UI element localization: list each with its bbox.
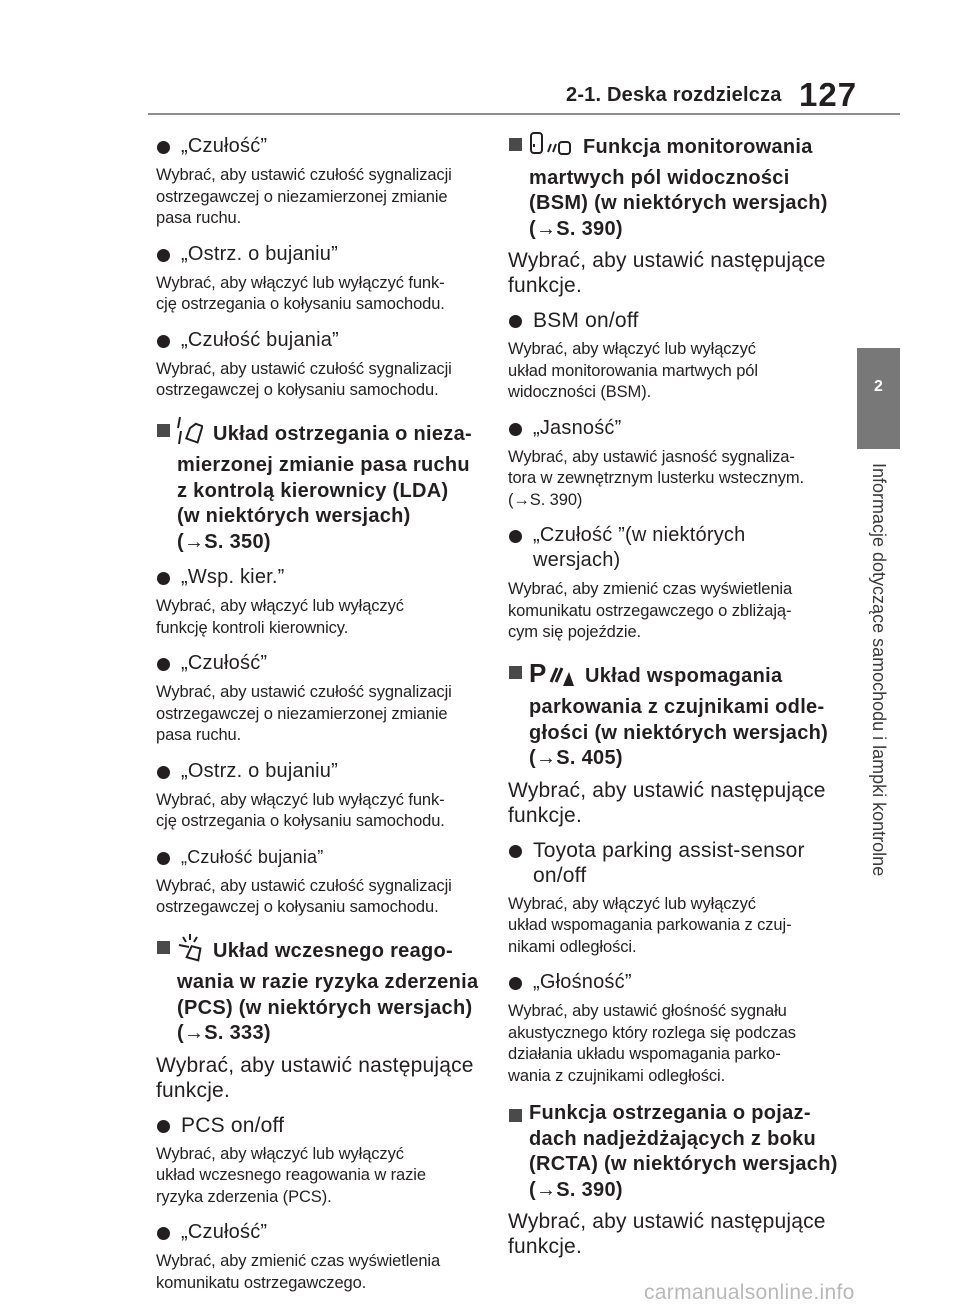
heading-line: z kontrolą kierownicy (LDA) (177, 479, 449, 502)
heading-line: Układ wczesnego reago- (213, 939, 453, 962)
desc-line: Wybrać, aby zmienić czas wyświetlenia (156, 1252, 441, 1270)
body-line: Wybrać, aby ustawić następujące (508, 249, 826, 272)
page-header (0, 0, 960, 120)
heading-line: (→S. 350) (177, 530, 271, 553)
option-item (508, 523, 838, 573)
desc-line: akustycznego który rozlega się podczas (508, 1023, 796, 1042)
option-item (508, 416, 838, 441)
heading-line: mierzonej zmianie pasa ruchu (177, 454, 470, 476)
bullet-dot (157, 1120, 170, 1133)
body-line: funkcje. (508, 803, 582, 827)
section-heading-parking (508, 658, 838, 772)
body-line: funkcje. (156, 1078, 230, 1102)
body-paragraph (508, 248, 838, 298)
section-title: 2-1. Deska rozdzielcza (566, 84, 782, 106)
heading-line: (RCTA) (w niektórych wersjach) (529, 1153, 838, 1175)
option-description (156, 596, 486, 639)
desc-line: (→S. 390) (508, 490, 583, 509)
heading-line: (→S. 333) (177, 1022, 271, 1044)
desc-line: cym się pojeździe. (508, 623, 642, 641)
desc-line: ostrzegawczej o kołysaniu samochodu. (156, 898, 439, 916)
desc-line: widoczności (BSM). (508, 383, 652, 401)
option-description (508, 447, 838, 512)
header-divider (148, 113, 900, 115)
option-item (156, 242, 486, 267)
heading-line: dach nadjeżdżających z boku (529, 1127, 817, 1150)
right-column (508, 118, 838, 1259)
desc-line: Wybrać, aby ustawić czułość sygnalizacji (156, 166, 452, 184)
desc-line: Wybrać, aby włączyć lub wyłączyć funk- (156, 790, 445, 809)
heading-line: parkowania z czujnikami odle- (529, 696, 825, 718)
heading-line: Funkcja monitorowania (583, 136, 813, 158)
body-paragraph (508, 778, 838, 828)
desc-line: tora w zewnętrznym lusterku wstecznym. (508, 469, 805, 487)
pre-collision-icon (177, 933, 203, 971)
chapter-label: Informacje dotyczące samochodu i lampki kontrolne (869, 463, 889, 877)
desc-line: komunikatu ostrzegawczego. (156, 1273, 367, 1292)
option-description (508, 1001, 838, 1087)
heading-square (509, 666, 522, 679)
option-item (156, 134, 486, 159)
desc-line: układ monitorowania martwych pól (508, 361, 758, 380)
bullet-dot (157, 572, 170, 585)
section-heading-bsm (508, 130, 838, 242)
desc-line: Wybrać, aby włączyć lub wyłączyć (156, 1144, 404, 1163)
body-paragraph (508, 1209, 838, 1259)
bullet-dot (157, 852, 170, 865)
option-label: „Ostrz. o bujaniu” (181, 759, 338, 782)
option-description (156, 682, 486, 747)
option-description (156, 1144, 486, 1209)
parking-sensor-icon (529, 658, 575, 696)
watermark: carmanualsonline.info (644, 1281, 855, 1304)
desc-line: Wybrać, aby ustawić czułość sygnalizacji (156, 876, 452, 895)
body-line: funkcje. (508, 1235, 582, 1258)
bullet-dot (509, 315, 522, 328)
section-heading-pcs (156, 933, 486, 1047)
section-heading-lda (156, 416, 486, 556)
heading-line: (→S. 390) (529, 217, 623, 240)
option-description (156, 359, 486, 402)
bullet-dot (157, 141, 170, 154)
desc-line: Wybrać, aby włączyć lub wyłączyć (508, 894, 756, 913)
bullet-dot (157, 335, 170, 348)
desc-line: funkcję kontroli kierownicy. (156, 618, 349, 637)
option-label: „Ostrz. o bujaniu” (181, 242, 338, 265)
desc-line: ostrzegawczej o niezamierzonej zmianie (156, 187, 448, 206)
option-item (508, 308, 838, 333)
desc-line: cję ostrzegania o kołysaniu samochodu. (156, 812, 445, 830)
body-paragraph (156, 1053, 486, 1103)
option-label: „Czułość” (181, 135, 268, 157)
option-item (508, 970, 838, 995)
bullet-dot (157, 1227, 170, 1240)
desc-line: Wybrać, aby włączyć lub wyłączyć (508, 340, 756, 358)
desc-line: wania z czujnikami odległości. (508, 1066, 726, 1085)
heading-line: (w niektórych wersjach) (177, 505, 411, 527)
option-description (508, 339, 838, 404)
heading-line: (→S. 405) (529, 747, 623, 769)
option-item (156, 651, 486, 676)
heading-square (509, 138, 522, 151)
option-label: „Czułość ”(w niektórych wersjach) (533, 524, 746, 571)
section-heading-rcta (508, 1101, 838, 1203)
option-label: „Czułość” (181, 1221, 268, 1243)
desc-line: ostrzegawczej o niezamierzonej zmianie (156, 704, 448, 723)
option-item (156, 1220, 486, 1245)
option-label: „Jasność” (533, 416, 622, 439)
option-item (156, 1113, 486, 1138)
body-line: Wybrać, aby ustawić następujące (508, 778, 826, 802)
svg-text:P: P (529, 657, 547, 688)
heading-square (157, 941, 170, 954)
option-label: „Głośność” (533, 971, 632, 993)
heading-line: martwych pól widoczności (529, 166, 790, 189)
option-label: „Wsp. kier.” (181, 566, 285, 588)
blind-spot-monitor-icon (529, 130, 573, 166)
option-item (156, 759, 486, 784)
bullet-dot (509, 530, 522, 543)
heading-line: Układ ostrzegania o nieza- (213, 422, 472, 445)
heading-text (529, 658, 828, 772)
heading-line: Układ wspomagania (585, 664, 783, 687)
body-line: Wybrać, aby ustawić następujące (156, 1053, 474, 1077)
option-item (156, 565, 486, 590)
option-label: PCS on/off (181, 1113, 285, 1137)
desc-line: pasa ruchu. (156, 209, 242, 227)
desc-line: układ wczesnego reagowania w razie (156, 1166, 426, 1184)
label-line: Toyota parking assist-sensor (533, 838, 805, 862)
option-description (156, 1251, 486, 1294)
option-label: „Czułość bujania” (181, 328, 339, 351)
desc-line: Wybrać, aby ustawić czułość sygnalizacji (156, 359, 452, 378)
heading-line: (BSM) (w niektórych wersjach) (529, 192, 828, 214)
label-line: on/off (533, 863, 587, 887)
bullet-dot (157, 766, 170, 779)
heading-line: głości (w niektórych wersjach) (529, 721, 829, 744)
chapter-tab (857, 348, 900, 449)
option-label: BSM on/off (533, 309, 639, 332)
bullet-dot (509, 845, 522, 858)
heading-square (157, 424, 170, 437)
desc-line: cję ostrzegania o kołysaniu samochodu. (156, 295, 445, 313)
option-description (508, 579, 838, 644)
desc-line: ryzyka zderzenia (PCS). (156, 1187, 332, 1206)
desc-line: nikami odległości. (508, 937, 637, 956)
option-description (156, 273, 486, 316)
option-description (156, 790, 486, 833)
option-item (156, 845, 486, 870)
body-line: funkcje. (508, 274, 582, 297)
bullet-dot (509, 977, 522, 990)
heading-line: Funkcja ostrzegania o pojaz- (529, 1102, 811, 1124)
heading-line: (PCS) (w niektórych wersjach) (177, 996, 473, 1019)
option-description (156, 165, 486, 230)
desc-line: Wybrać, aby włączyć lub wyłączyć funk- (156, 273, 445, 292)
chapter-number: 2 (874, 378, 883, 395)
page-number: 127 (799, 76, 858, 113)
heading-text (177, 933, 478, 1047)
desc-line: komunikatu ostrzegawczego o zbliżają- (508, 601, 792, 620)
desc-line: Wybrać, aby ustawić jasność sygnaliza- (508, 447, 795, 466)
option-label: „Czułość” (181, 652, 268, 674)
option-label (533, 838, 805, 888)
lane-departure-icon (177, 416, 203, 454)
left-column (156, 126, 486, 1294)
desc-line: Wybrać, aby zmienić czas wyświetlenia (508, 580, 793, 598)
option-description (508, 894, 838, 959)
option-description (156, 876, 486, 919)
bullet-dot (157, 658, 170, 671)
desc-line: Wybrać, aby ustawić głośność sygnału (508, 1002, 787, 1020)
heading-line: wania w razie ryzyka zderzenia (177, 971, 479, 993)
option-item (156, 328, 486, 353)
desc-line: Wybrać, aby włączyć lub wyłączyć (156, 597, 404, 615)
bullet-dot (509, 423, 522, 436)
option-label: „Czułość bujania” (181, 846, 324, 867)
desc-line: działania układu wspomagania parko- (508, 1045, 781, 1063)
heading-text (529, 1101, 838, 1203)
desc-line: układ wspomagania parkowania z czuj- (508, 916, 792, 934)
heading-line: (→S. 390) (529, 1178, 623, 1201)
desc-line: ostrzegawczej o kołysaniu samochodu. (156, 381, 439, 399)
body-line: Wybrać, aby ustawić następujące (508, 1210, 826, 1233)
bullet-dot (157, 249, 170, 262)
heading-square (509, 1109, 522, 1122)
desc-line: pasa ruchu. (156, 726, 242, 744)
desc-line: Wybrać, aby ustawić czułość sygnalizacji (156, 683, 452, 701)
option-item (508, 838, 838, 888)
heading-text (177, 416, 472, 556)
heading-text (529, 130, 828, 242)
